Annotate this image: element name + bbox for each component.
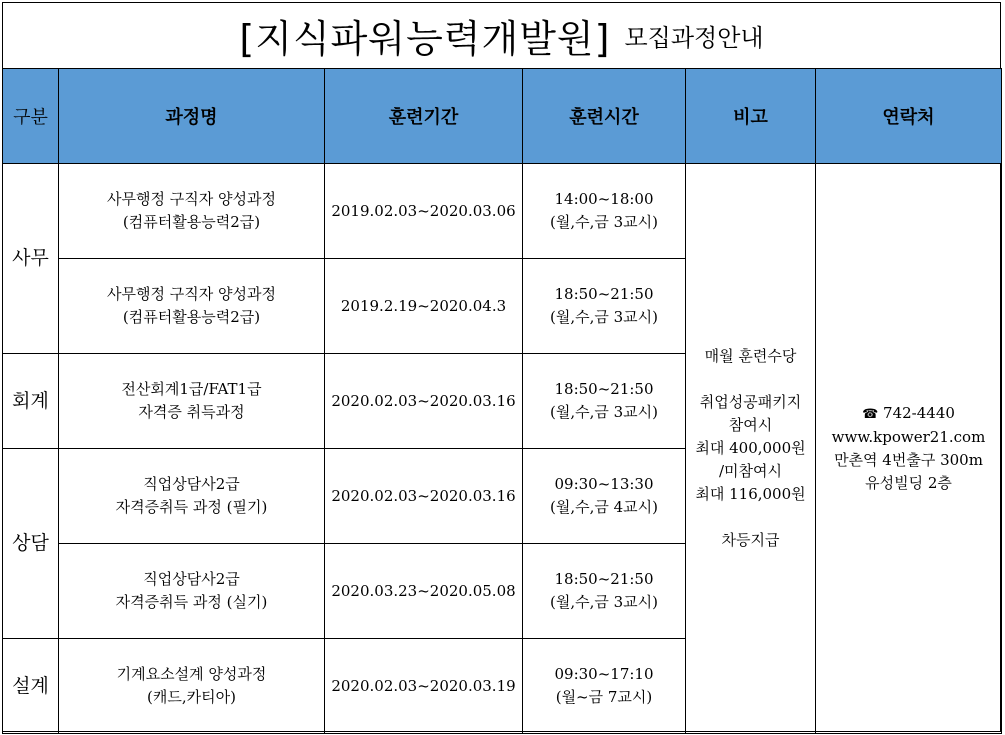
- time-range: 18:50~21:50: [554, 570, 654, 588]
- course-detail: (컴퓨터활용능력2급): [122, 308, 261, 326]
- time-days: (월,수,금 3교시): [549, 593, 658, 611]
- contact-phone[interactable]: [816, 402, 1001, 426]
- note-line: 차등지급: [721, 531, 780, 549]
- period-cell: 2020.02.03~2020.03.19: [325, 639, 523, 734]
- page-header: [2, 2, 1001, 68]
- course-name: 직업상담사2급: [143, 475, 240, 493]
- time-cell: [523, 354, 686, 449]
- time-cell: [523, 259, 686, 354]
- header-note: 비고: [686, 69, 816, 164]
- header-period: 훈련기간: [325, 69, 523, 164]
- header-contact: 연락처: [816, 69, 1002, 164]
- time-days: (월,수,금 3교시): [549, 403, 658, 421]
- time-range: 14:00~18:00: [554, 190, 654, 208]
- course-name: 사무행정 구직자 양성과정: [107, 285, 276, 303]
- contact-address: 유성빌딩 2층: [865, 474, 952, 492]
- note-line: 매월 훈련수당: [704, 347, 797, 365]
- time-cell: [523, 449, 686, 544]
- note-line: 최대 116,000원: [695, 485, 806, 503]
- note-cell: [686, 164, 816, 734]
- header-course: 과정명: [59, 69, 325, 164]
- time-days: (월,수,금 3교시): [549, 213, 658, 231]
- course-cell: [59, 164, 325, 259]
- category-cell: 설계: [3, 639, 59, 734]
- time-cell: [523, 164, 686, 259]
- category-cell: 사무: [3, 164, 59, 354]
- course-cell: [59, 639, 325, 734]
- course-detail: 자격증 취득과정: [138, 403, 245, 421]
- time-cell: [523, 639, 686, 734]
- course-detail: 자격증취득 과정 (실기): [115, 593, 268, 611]
- period-cell: 2019.2.19~2020.04.3: [325, 259, 523, 354]
- period-cell: 2020.02.03~2020.03.16: [325, 449, 523, 544]
- note-gap: [686, 506, 815, 529]
- period-cell: 2020.03.23~2020.05.08: [325, 544, 523, 639]
- course-name: 전산회계1급/FAT1급: [121, 380, 262, 398]
- note-line: /미참여시: [718, 462, 782, 480]
- header-category: 구분: [3, 69, 59, 164]
- category-cell: 상담: [3, 449, 59, 639]
- period-cell: 2019.02.03~2020.03.06: [325, 164, 523, 259]
- table-row: [3, 164, 1002, 259]
- course-cell: [59, 259, 325, 354]
- contact-address: 만촌역 4번출구 300m: [834, 451, 983, 469]
- time-days: (월,수,금 4교시): [549, 498, 658, 516]
- page-subtitle: 모집과정안내: [624, 23, 764, 52]
- contact-website[interactable]: www.kpower21.com: [831, 428, 986, 446]
- phone-icon: ☎: [862, 407, 879, 422]
- time-range: 09:30~13:30: [554, 475, 654, 493]
- course-detail: (컴퓨터활용능력2급): [122, 213, 261, 231]
- time-range: 09:30~17:10: [554, 665, 654, 683]
- course-name: 사무행정 구직자 양성과정: [107, 190, 276, 208]
- contact-cell: [816, 164, 1002, 734]
- time-days: (월~금 7교시): [555, 688, 653, 706]
- time-days: (월,수,금 3교시): [549, 308, 658, 326]
- course-name: 직업상담사2급: [143, 570, 240, 588]
- course-cell: [59, 544, 325, 639]
- note-line: 최대 400,000원: [695, 439, 806, 457]
- course-table: [2, 68, 1002, 734]
- course-name: 기계요소설계 양성과정: [116, 665, 267, 683]
- note-line: 참여시: [728, 416, 773, 434]
- course-cell: [59, 449, 325, 544]
- note-line: 취업성공패키지: [699, 393, 802, 411]
- page-title: [지식파워능력개발원]: [239, 16, 611, 61]
- header-time: 훈련시간: [523, 69, 686, 164]
- course-detail: 자격증취득 과정 (필기): [115, 498, 268, 516]
- course-cell: [59, 354, 325, 449]
- time-range: 18:50~21:50: [554, 380, 654, 398]
- time-range: 18:50~21:50: [554, 285, 654, 303]
- category-cell: 회계: [3, 354, 59, 449]
- phone-number: 742-4440: [883, 404, 955, 422]
- time-cell: [523, 544, 686, 639]
- header-row: [3, 69, 1002, 164]
- period-cell: 2020.02.03~2020.03.16: [325, 354, 523, 449]
- course-detail: (캐드,카티아): [147, 688, 236, 706]
- note-gap: [686, 368, 815, 391]
